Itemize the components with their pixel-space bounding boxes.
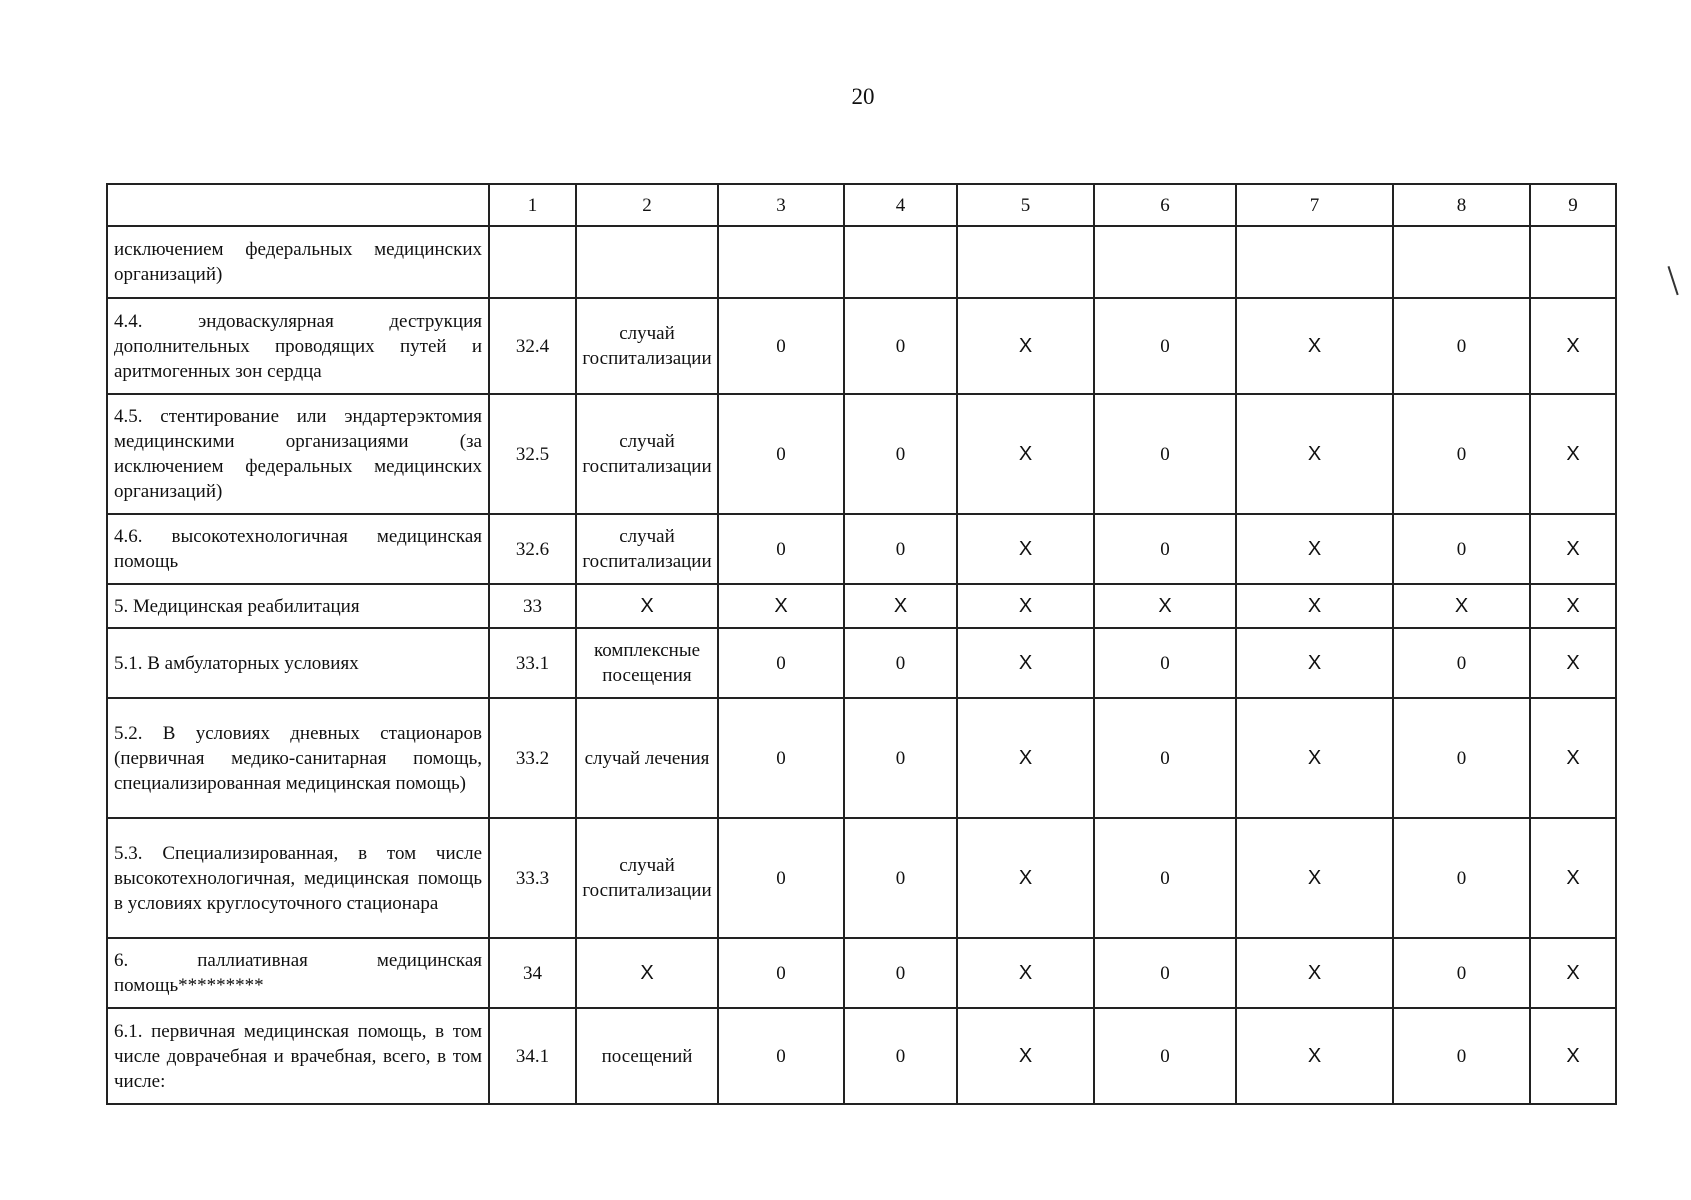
row-description: 6. паллиативная медицинская помощь********* — [107, 938, 489, 1008]
row-value: Х — [1236, 514, 1393, 584]
row-value: Х — [1530, 514, 1616, 584]
row-value: Х — [1236, 818, 1393, 938]
row-unit: случай госпитализации — [576, 514, 718, 584]
row-value: 0 — [844, 818, 957, 938]
row-description: 5.3. Специализированная, в том числе высокотехнологичная, медицинская помощь в условиях круглосуточного стационара — [107, 818, 489, 938]
row-value: 0 — [844, 938, 957, 1008]
row-value: 0 — [1393, 1008, 1530, 1104]
row-description: 4.6. высокотехнологичная медицинская помощь — [107, 514, 489, 584]
row-value: Х — [844, 584, 957, 628]
row-value: Х — [957, 298, 1094, 394]
table-row — [107, 226, 1616, 298]
row-value: Х — [1236, 628, 1393, 698]
row-value: 0 — [1393, 818, 1530, 938]
row-value: 0 — [1094, 818, 1236, 938]
row-value: Х — [1530, 584, 1616, 628]
row-value: 0 — [718, 298, 844, 394]
row-value: Х — [957, 394, 1094, 514]
row-value: 0 — [1094, 628, 1236, 698]
row-unit: случай лечения — [576, 698, 718, 818]
row-value: Х — [1236, 584, 1393, 628]
row-value: Х — [957, 938, 1094, 1008]
row-unit: комплексные посещения — [576, 628, 718, 698]
row-unit: посещений — [576, 1008, 718, 1104]
row-value: 0 — [1094, 698, 1236, 818]
row-value: 0 — [844, 394, 957, 514]
row-value: Х — [1530, 394, 1616, 514]
row-code — [489, 226, 576, 298]
row-description: 5. Медицинская реабилитация — [107, 584, 489, 628]
table-row — [107, 818, 1616, 938]
row-value: Х — [1236, 938, 1393, 1008]
row-description: 5.1. В амбулаторных условиях — [107, 628, 489, 698]
table-row — [107, 628, 1616, 698]
row-value: Х — [1530, 818, 1616, 938]
row-value: Х — [957, 818, 1094, 938]
row-unit: случай госпитализации — [576, 298, 718, 394]
row-code: 33.2 — [489, 698, 576, 818]
row-code: 33.1 — [489, 628, 576, 698]
header-cell: 3 — [718, 184, 844, 226]
row-code: 34 — [489, 938, 576, 1008]
row-value: 0 — [844, 298, 957, 394]
row-value: 0 — [1094, 514, 1236, 584]
row-unit: случай госпитализации — [576, 818, 718, 938]
row-code: 32.6 — [489, 514, 576, 584]
row-value: 0 — [718, 394, 844, 514]
row-value: 0 — [1094, 394, 1236, 514]
row-value — [1094, 226, 1236, 298]
row-code: 32.4 — [489, 298, 576, 394]
row-value: 0 — [844, 514, 957, 584]
row-value — [844, 226, 957, 298]
row-description: 5.2. В условиях дневных стационаров (первичная медико-санитарная помощь, специализированная медицинская помощь) — [107, 698, 489, 818]
row-unit — [576, 226, 718, 298]
row-value: 0 — [718, 698, 844, 818]
row-value: 0 — [1393, 394, 1530, 514]
table-row — [107, 514, 1616, 584]
header-cell: 2 — [576, 184, 718, 226]
row-value: Х — [1236, 394, 1393, 514]
row-value: 0 — [718, 628, 844, 698]
row-value: 0 — [1094, 938, 1236, 1008]
row-value: Х — [1236, 298, 1393, 394]
row-value: Х — [957, 698, 1094, 818]
row-value — [718, 226, 844, 298]
header-cell: 9 — [1530, 184, 1616, 226]
row-value: 0 — [1393, 628, 1530, 698]
row-code: 33 — [489, 584, 576, 628]
row-value: 0 — [718, 1008, 844, 1104]
row-value: Х — [1530, 938, 1616, 1008]
page-number: 20 — [851, 84, 875, 109]
row-description: 4.5. стентирование или эндартерэктомия медицинскими организациями (за исключением федеральных медицинских организаций) — [107, 394, 489, 514]
row-value: Х — [1530, 698, 1616, 818]
row-unit: Х — [576, 584, 718, 628]
row-value: Х — [957, 514, 1094, 584]
row-value: 0 — [718, 818, 844, 938]
row-value — [1530, 226, 1616, 298]
row-value: 0 — [1393, 938, 1530, 1008]
row-code: 32.5 — [489, 394, 576, 514]
row-value: 0 — [844, 698, 957, 818]
row-value: Х — [957, 584, 1094, 628]
row-value: Х — [1530, 628, 1616, 698]
header-cell: 6 — [1094, 184, 1236, 226]
table-row — [107, 394, 1616, 514]
header-cell: 7 — [1236, 184, 1393, 226]
row-value: 0 — [844, 628, 957, 698]
row-unit: Х — [576, 938, 718, 1008]
row-value — [1236, 226, 1393, 298]
margin-pen-mark — [1668, 265, 1683, 295]
table-row — [107, 698, 1616, 818]
data-table — [106, 183, 1617, 1105]
row-value: 0 — [1094, 1008, 1236, 1104]
row-value: Х — [1530, 298, 1616, 394]
row-value: 0 — [1393, 298, 1530, 394]
row-value: Х — [1530, 1008, 1616, 1104]
row-code: 34.1 — [489, 1008, 576, 1104]
table-row — [107, 298, 1616, 394]
row-value: Х — [1236, 1008, 1393, 1104]
row-value: 0 — [718, 514, 844, 584]
table-row — [107, 584, 1616, 628]
row-value: 0 — [1393, 514, 1530, 584]
row-value: 0 — [718, 938, 844, 1008]
row-value: Х — [1094, 584, 1236, 628]
row-value: 0 — [1094, 298, 1236, 394]
row-value — [957, 226, 1094, 298]
row-value: 0 — [844, 1008, 957, 1104]
table-row — [107, 938, 1616, 1008]
row-value: Х — [957, 628, 1094, 698]
row-unit: случай госпитализации — [576, 394, 718, 514]
row-value: Х — [1236, 698, 1393, 818]
row-value: Х — [1393, 584, 1530, 628]
row-description: исключением федеральных медицинских организаций) — [107, 226, 489, 298]
header-cell: 8 — [1393, 184, 1530, 226]
table-header-row — [107, 184, 1616, 226]
row-value: Х — [718, 584, 844, 628]
row-description: 4.4. эндоваскулярная деструкция дополнительных проводящих путей и аритмогенных зон сердца — [107, 298, 489, 394]
header-cell: 5 — [957, 184, 1094, 226]
row-value — [1393, 226, 1530, 298]
header-cell: 1 — [489, 184, 576, 226]
header-cell: 4 — [844, 184, 957, 226]
row-value: 0 — [1393, 698, 1530, 818]
header-cell — [107, 184, 489, 226]
table-row — [107, 1008, 1616, 1104]
row-value: Х — [957, 1008, 1094, 1104]
row-code: 33.3 — [489, 818, 576, 938]
row-description: 6.1. первичная медицинская помощь, в том числе доврачебная и врачебная, всего, в том числе: — [107, 1008, 489, 1104]
